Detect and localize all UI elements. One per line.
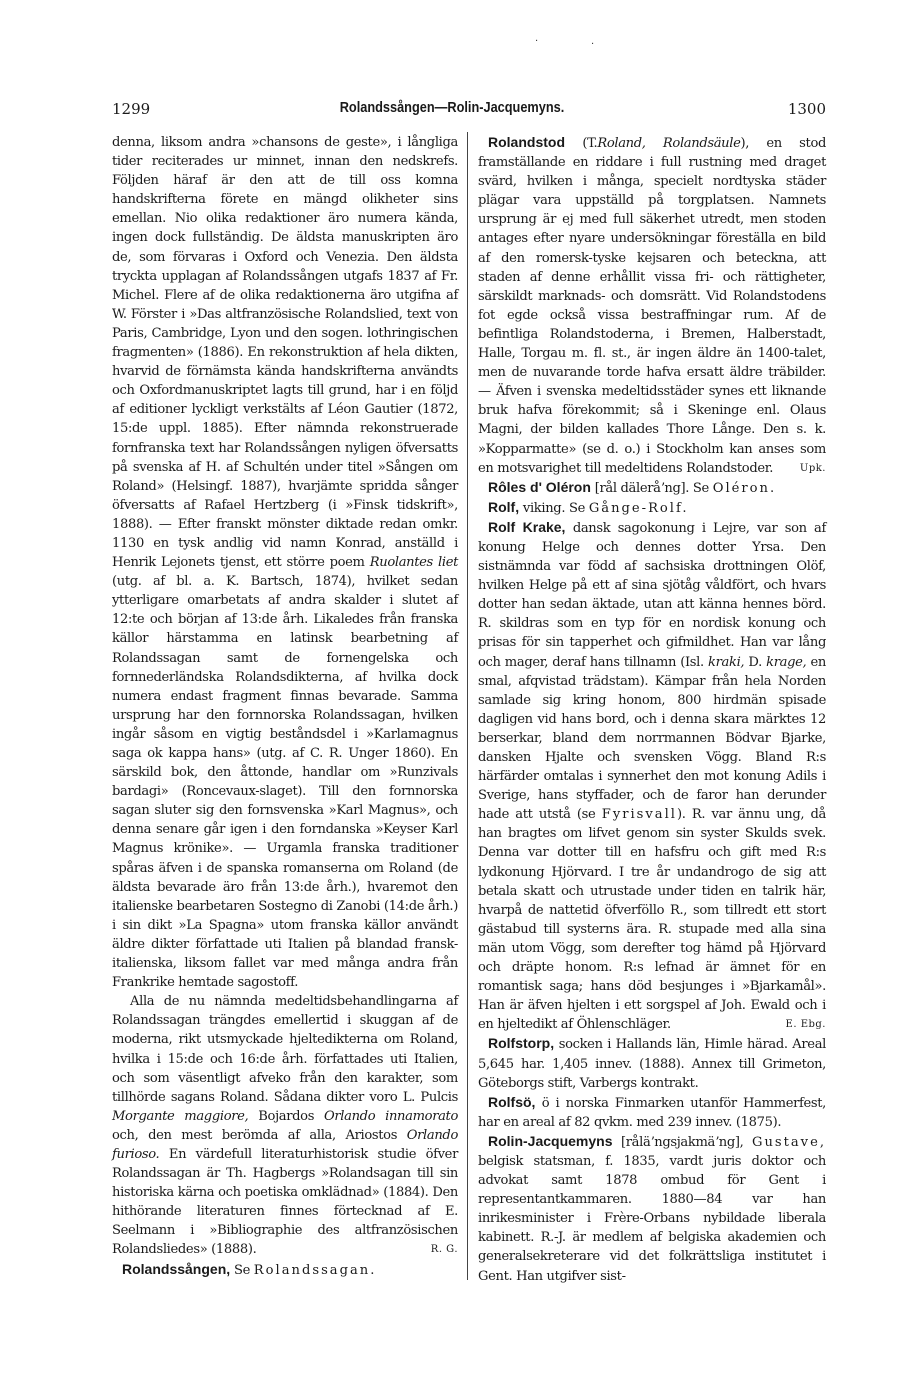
entry-text: Se xyxy=(233,1262,250,1278)
entry-headword: Rolandstod xyxy=(488,134,565,150)
entry-text: (T. xyxy=(582,136,598,151)
paragraph xyxy=(112,992,458,1259)
italic-title: Orlando furioso. xyxy=(112,1127,459,1162)
paragraph-text: denna, liksom andra »chansons de geste», i långliga tider reciterades ur minnet, innan den nedskrefs. Följden häraf är den att de till oss komna handskrifterna förete en mängd olikheter sins emellan. Nio olika redaktioner äro numera kända, ingen dock fullständig. De äldsta manuskripten äro de, som förvaras i Oxford och Venezia. Den äldsta tryckta upplagan af Rolandssången utgafs 1837 af Fr. Michel. Flere af de olika redaktionerna äro utgifna af W. Förster i »Das altfranzösische Rolandslied, text von Paris, Cambridge, Lyon und den sogen. lothringischen fragmenten» (1886). En rekonstruktion af hela dikten, hvarvid de förnämsta kända handskrifterna användts och Oxfordmanuskriptet lagts till grund, har i en följd af editioner lyckligt verkstälts af Léon Gautier (1872, 15:de uppl. 1885). Efter nämnda rekonstruerade fornfranska text har Rolandssången nyligen öfversatts på svenska af H. af Schultén under titel »Sången om Roland» (Helsingf. 1887), hvarjämte spridda sånger öfversatts af Rafael Hertzberg (i »Finsk tidskrift», 1888). — Efter franskt mönster diktade redan omkr. 1130 en tysk andlig vid namn Konrad, anställd i Henrik Lejonets tjenst, ett större poem xyxy=(112,135,458,571)
cross-reference: Fyrisvall xyxy=(601,807,677,823)
entry xyxy=(478,518,826,1035)
column-divider xyxy=(467,132,468,1280)
italic-title: Morgante maggiore, xyxy=(112,1108,249,1124)
print-speck: · xyxy=(535,36,539,47)
italic-term: krage, xyxy=(766,654,807,670)
entry-text: ). R. var ännu ung, då han bragtes om lifvet genom sin syster Skulds svek. Denna var dotter till en hafsfru och gift med R:s lydkonung Hjörvard. I tre år undandrogo de sig att betala skatt och utrustade under tiden en talrik här, hvarpå de nattetid öfverföllo R., som tillredt ett stort gästabud till systerns ära. R. stupade med alla sina män utom Vögg, som derefter tog hämd på Hjörvard och dräpte honom. R:s lefnad är ämnet för en romantisk saga; hans död besjunges i »Bjarkamål». Han är äfven hjelten i ett sorgspel af Joh. Ewald och i en hjeltedikt af Öhlenschläger. xyxy=(478,807,826,1033)
right-column xyxy=(478,133,826,1286)
entry xyxy=(478,133,826,478)
entry-text: socken i Hallands län, Himle härad. Areal 5,645 har. 1,405 innev. (1888). Annex till Grimeton, Göteborgs stift, Varbergs kontrakt. xyxy=(478,1037,826,1091)
italic-title: Orlando innamorato xyxy=(324,1108,459,1124)
italic-title: Ruolantes liet xyxy=(369,555,459,571)
italic-term: kraki, xyxy=(708,654,745,670)
entry-headword: Rolf Krake, xyxy=(488,518,566,535)
entry-text: ), en stod framställande en riddare i full rustning med draget svärd, hvilken i många, specielt nordtyska städer plägar vara uppställd på torgplatsen. Namnets ursprung är ej med full säkerhet utredt, men stoden antages efter nyare undersökningar föreställa en bild af den romersk-tyske kejsaren och beteckna, att staden af denne erhållit vissa fri- och rättigheter, särskildt marknads- och domsrätt. Vid Rolandstodens fot egde också vissa bestraffningar rum. Af de befintliga Rolandstoderna, i Bremen, Halberstadt, Halle, Torgau m. fl. st., är ingen äldre än 1400-talet, men de nuvarande torde hafva ersatt äldre träbilder. — Äfven i svenska medeltidsstäder synes ett liknande bruk hafva förekommit; så i Skeninge enl. Olaus Magni, der bilden kallades Thore Långe. Den s. k. »Kopparmatte» (se d. o.) i Stockholm kan anses som en motsvarighet till medeltidens Rolandstoder. xyxy=(478,136,827,476)
entry-text: [råläʼngsjakmäʼng], xyxy=(621,1134,752,1150)
entry-text: ö i norska Finmarken utanför Hammerfest, har en areal af 82 qvkm. med 239 innev. (1875). xyxy=(478,1095,826,1130)
paragraph-text: En värdefull literaturhistorisk studie öfver Rolandssagan är Th. Hagbergs »Rolandsagan till sin historiska kärna och poetiska omklädnad» (1884). Den hithörande literaturen finnes förtecknad af E. Seelmann i »Bibliographie des altfranzösischen Rolandsliedes» (1888). xyxy=(112,1146,458,1258)
entry-headword: Rolandssången, xyxy=(122,1260,231,1277)
person-name: Gustave, xyxy=(752,1134,826,1150)
entry-headword: Rolfsö, xyxy=(488,1093,536,1110)
entry-text: viking. Se xyxy=(522,500,585,516)
cross-reference: Rolandssagan. xyxy=(253,1262,377,1278)
entry xyxy=(478,1093,826,1132)
entry xyxy=(478,478,826,498)
cross-reference: Oléron. xyxy=(712,480,777,496)
print-speck: · xyxy=(591,39,595,50)
entry-headword: Rôles d' Oléron xyxy=(488,478,591,495)
paragraph-text: Bojardos xyxy=(258,1108,315,1124)
entry xyxy=(478,498,826,518)
entry-text: [rål däleråʼng]. Se xyxy=(594,480,709,496)
author-signature: R. G. xyxy=(430,1244,458,1256)
page-number-right: 1300 xyxy=(787,100,826,118)
cross-reference: Gånge-Rolf. xyxy=(588,500,689,516)
entry-headword: Rolfstorp, xyxy=(488,1035,555,1052)
entry xyxy=(478,1034,826,1092)
running-title: Rolandssången—Rolin-Jacquemyns. xyxy=(339,99,565,116)
entry-headword: Rolf, xyxy=(488,498,520,515)
paragraph xyxy=(112,133,458,992)
italic-term: Roland, Rolandsäule xyxy=(597,136,741,151)
page-number-left: 1299 xyxy=(112,100,151,118)
left-column xyxy=(112,133,458,1280)
entry-text: dansk sagokonung i Lejre, var son af konung Helge och dennes dotter Yrsa. Den sistnämnda var född af sachsiska drottningen Olöf, hvilken Helge på ett af sina sjötåg våldfört, och hvars dotter han sedan äktade, utan att känna hennes börd. R. skildras som en typ för en nordisk konung och prisas för sin tapperhet och gifmildhet. Han var lång och mager, deraf hans tillnamn (Isl. xyxy=(478,520,826,670)
entry-text: en smal, afqvistad trädstam). Kämpar från hela Norden samlade sig kring honom, 800 hirdmän spisade dagligen vid hans bord, och i denna skara märktes 12 berserkar, bland dem norrmannen Bödvar Bjarke, dansken Hjalte och svensken Vögg. Bland R:s härfärder omtalas i synnerhet den mot konung Adils i Sverige, hans styffader, och de faror han derunder hade att utstå (se xyxy=(478,654,827,823)
paragraph-text: Alla de nu nämnda medeltidsbehandlingarna af Rolandssagan trängdes emellertid i skuggan af de moderna, rikt utsmyckade hjeltedikterna om Roland, hvilka i 15:de och 16:de årh. författades uti Italien, och som väsentligt afveko från den karakter, som tillhörde sagans Roland. Sådana dikter voro L. Pulcis xyxy=(112,994,458,1105)
paragraph-text: och, den mest berömda af alla, Ariostos xyxy=(112,1127,398,1143)
paragraph-text: (utg. af bl. a. K. Bartsch, 1874), hvilket sedan ytterligare omarbetats af andra skalder i slutet af 12:te och början af 13:de årh. Likaledes från franska källor härstamma en latinsk bearbetning af Rolandssagan samt de fornengelska och fornnederländska Rolandsdikterna, af hvilka dock numera endast fragment finnas bevarade. Samma ursprung har den fornnorska Rolandssagan, hvilken ingår såsom en vigtig beståndsdel i »Karlamagnus saga ok kappa hans» (utg. af C. R. Unger 1860). En särskild bok, den åttonde, handlar om »Runzivals bardagi» (Roncevaux-slaget). Till den fornnorska sagan sluter sig den fornsvenska »Karl Magnus», och denna senare går igen i den forndanska »Keyser Karl Magnus krönike». — Urgamla franska traditioner spåras äfven i de spanska romanserna om Roland (de äldsta bevarade äro från 13:de årh.), hvaremot den italienske bearbetaren Sostegno di Zanobi (14:de årh.) i sin dikt »La Spagna» utom franska källor användt äldre dikter författade uti Italien på blandad fransk-italienska, liksom fallet var med många andra från Frankrike hemtade sagostoff. xyxy=(112,574,458,991)
entry-headword: Rolin-Jacquemyns xyxy=(488,1132,613,1149)
entry xyxy=(478,1132,826,1286)
author-signature: E. Ebg. xyxy=(785,1019,826,1031)
entry-text: D. xyxy=(748,654,762,670)
entry-text: belgisk statsman, f. 1835, vardt juris doktor och advokat samt 1878 ombud för Gent i representantkammaren. 1880—84 var han inrikesminister i Frère-Orbans nybildade liberala kabinett. R.-J. är medlem af belgiska akademien och generalsekreterare vid det folkrättsliga institutet i Gent. Han utgifver sist- xyxy=(478,1153,826,1284)
entry xyxy=(112,1260,458,1280)
author-signature: Upk. xyxy=(799,462,826,474)
